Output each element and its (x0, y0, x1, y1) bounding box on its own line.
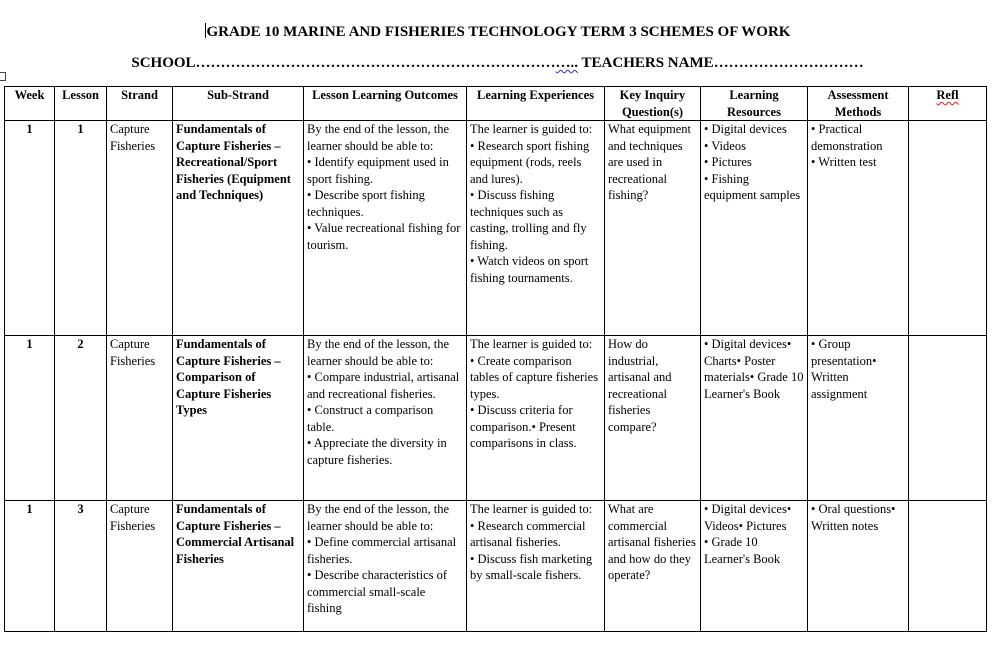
cell-week: 1 (5, 501, 55, 632)
resource-line: • Fishing equipment samples (704, 171, 801, 202)
table-row (5, 121, 987, 336)
cell-sub-strand: Fundamentals of Capture Fisheries – Comparison of Capture Fisheries Types (173, 336, 304, 501)
outcome-line: • Identify equipment used in sport fishing. (307, 155, 449, 186)
cell-reflection[interactable] (909, 501, 987, 632)
outcome-line: • Describe characteristics of commercial small-scale fishing (307, 568, 448, 615)
assessment-line: • Practical demonstration (811, 122, 883, 153)
cell-resources (701, 501, 808, 632)
assessment-line: • Written test (811, 155, 877, 169)
cell-assessment (808, 336, 909, 501)
outcome-line: • Define commercial artisanal fisheries. (307, 535, 457, 566)
cell-lesson: 1 (55, 121, 107, 336)
header-strand: Strand (107, 87, 173, 121)
cell-strand: Capture Fisheries (107, 501, 173, 632)
experience-line: • Research commercial artisanal fisheries. (470, 518, 586, 549)
resource-line: • Digital devices (704, 122, 787, 136)
outcome-line: • Value recreational fishing for tourism. (307, 221, 461, 252)
document-title-text: GRADE 10 MARINE AND FISHERIES TECHNOLOGY TERM 3 SCHEMES OF WORK (206, 24, 791, 40)
header-resources: Learning Resources (701, 87, 808, 121)
cell-sub-strand: Fundamentals of Capture Fisheries – Recreational/Sport Fisheries (Equipment and Techniques) (173, 121, 304, 336)
cell-experiences (467, 121, 605, 336)
cell-week: 1 (5, 336, 55, 501)
header-reflection-text: Refl (936, 88, 959, 102)
header-week: Week (5, 87, 55, 121)
cell-strand: Capture Fisheries (107, 121, 173, 336)
table-row (5, 336, 987, 501)
cell-reflection[interactable] (909, 336, 987, 501)
school-label-squiggle: ….. (555, 55, 579, 71)
outcome-line: By the end of the lesson, the learner should be able to: (307, 337, 449, 368)
assessment-line: • Group presentation• Written assignment (811, 337, 877, 401)
outcome-line: • Describe sport fishing techniques. (307, 188, 425, 219)
experience-line: • Create comparison tables of capture fisheries types. (470, 353, 599, 401)
cell-outcomes (304, 501, 467, 632)
resource-line: • Videos (704, 138, 746, 153)
cell-sub-strand: Fundamentals of Capture Fisheries – Commercial Artisanal Fisheries (173, 501, 304, 632)
table-anchor-handle[interactable] (0, 72, 6, 81)
table-row (5, 501, 987, 632)
cell-reflection[interactable] (909, 121, 987, 336)
header-row (5, 87, 987, 121)
outcome-line: • Compare industrial, artisanal and recreational fisheries. (307, 370, 460, 401)
experience-line: The learner is guided to: (470, 122, 593, 136)
resource-line: • Grade 10 Learner's Book (704, 535, 781, 566)
experience-line: • Watch videos on sport fishing tournaments. (470, 254, 589, 285)
cell-resources (701, 121, 808, 336)
cell-inquiry: How do industrial, artisanal and recreational fisheries compare? (605, 336, 701, 501)
header-lesson: Lesson (55, 87, 107, 121)
header-sub-strand: Sub-Strand (173, 87, 304, 121)
text-cursor (205, 23, 206, 38)
document-title (0, 23, 995, 41)
school-label: SCHOOL……………………………………………………………… (131, 55, 556, 71)
cell-strand: Capture Fisheries (107, 336, 173, 501)
header-inquiry: Key Inquiry Question(s) (605, 87, 701, 121)
experience-line: The learner is guided to: (470, 502, 593, 516)
cell-lesson: 2 (55, 336, 107, 501)
outcome-line: • Construct a comparison table. (307, 403, 434, 434)
cell-outcomes (304, 121, 467, 336)
resource-line: • Pictures (704, 155, 752, 169)
schemes-of-work-table (4, 86, 987, 632)
cell-lesson: 3 (55, 501, 107, 632)
header-experiences: Learning Experiences (467, 87, 605, 121)
assessment-line: • Oral questions• Written notes (811, 502, 896, 533)
header-assessment: Assessment Methods (808, 87, 909, 121)
experience-line: • Discuss fish marketing by small-scale fishers. (470, 551, 593, 582)
resource-line: • Digital devices• Videos• Pictures (704, 502, 792, 533)
experience-line: The learner is guided to: (470, 337, 593, 351)
cell-resources (701, 336, 808, 501)
cell-week: 1 (5, 121, 55, 336)
header-reflection (909, 87, 987, 121)
resource-line: • Digital devices• Charts• Poster materials• Grade 10 Learner's Book (704, 337, 804, 401)
cell-assessment (808, 121, 909, 336)
cell-outcomes (304, 336, 467, 501)
header-outcomes: Lesson Learning Outcomes (304, 87, 467, 121)
experience-line: • Discuss fishing techniques such as casting, trolling and fly fishing. (470, 188, 587, 252)
cell-experiences (467, 336, 605, 501)
cell-experiences (467, 501, 605, 632)
cell-assessment (808, 501, 909, 632)
cell-inquiry: What equipment and techniques are used in recreational fishing? (605, 121, 701, 336)
outcome-line: • Appreciate the diversity in capture fisheries. (307, 436, 447, 467)
outcome-line: By the end of the lesson, the learner should be able to: (307, 502, 449, 533)
cell-inquiry: What are commercial artisanal fisheries and how do they operate? (605, 501, 701, 632)
teacher-name-label: TEACHERS NAME………………………… (578, 55, 864, 71)
experience-line: • Research sport fishing equipment (rods, reels and lures). (470, 138, 590, 186)
outcome-line: By the end of the lesson, the learner should be able to: (307, 122, 449, 153)
school-teacher-line (0, 54, 995, 72)
experience-line: • Discuss criteria for comparison.• Present comparisons in class. (470, 403, 577, 450)
